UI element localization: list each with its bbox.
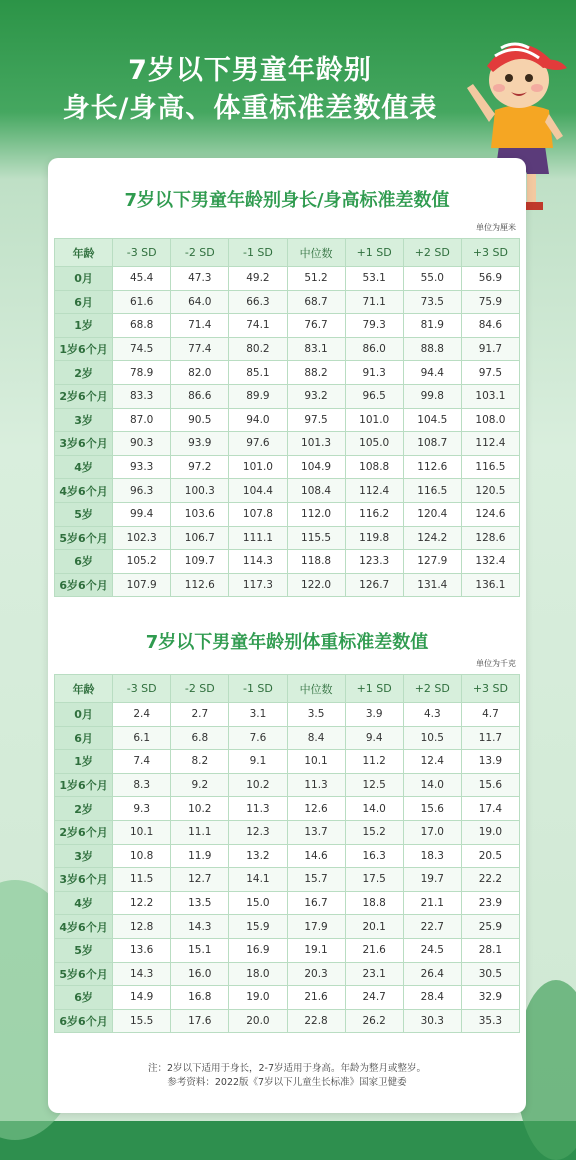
table-row (55, 938, 520, 962)
value-cell: 56.9 (461, 267, 519, 291)
table-row (55, 455, 520, 479)
value-cell: 15.2 (345, 820, 403, 844)
value-cell: 71.1 (345, 290, 403, 314)
value-cell: 19.7 (403, 868, 461, 892)
table-row (55, 820, 520, 844)
value-cell: 13.9 (461, 750, 519, 774)
value-cell: 11.2 (345, 750, 403, 774)
value-cell: 99.8 (403, 384, 461, 408)
value-cell: 93.3 (113, 455, 171, 479)
table-row (55, 750, 520, 774)
value-cell: 77.4 (171, 337, 229, 361)
value-cell: 21.6 (287, 986, 345, 1010)
column-header: -1 SD (229, 239, 287, 267)
value-cell: 73.5 (403, 290, 461, 314)
age-cell: 0月 (55, 267, 113, 291)
value-cell: 21.1 (403, 891, 461, 915)
table-row (55, 726, 520, 750)
value-cell: 13.7 (287, 820, 345, 844)
value-cell: 12.6 (287, 797, 345, 821)
value-cell: 112.0 (287, 502, 345, 526)
value-cell: 11.3 (229, 797, 287, 821)
value-cell: 116.5 (461, 455, 519, 479)
value-cell: 22.7 (403, 915, 461, 939)
weight-table-title: 7岁以下男童年龄别体重标准差数值 (145, 632, 429, 653)
value-cell: 68.8 (113, 314, 171, 338)
value-cell: 17.5 (345, 868, 403, 892)
age-cell: 6岁6个月 (55, 573, 113, 597)
value-cell: 68.7 (287, 290, 345, 314)
age-cell: 5岁 (55, 502, 113, 526)
value-cell: 124.6 (461, 502, 519, 526)
value-cell: 132.4 (461, 550, 519, 574)
value-cell: 26.2 (345, 1009, 403, 1033)
value-cell: 123.3 (345, 550, 403, 574)
value-cell: 19.0 (461, 820, 519, 844)
column-header: -2 SD (171, 675, 229, 703)
value-cell: 12.7 (171, 868, 229, 892)
value-cell: 116.5 (403, 479, 461, 503)
column-header: 中位数 (287, 675, 345, 703)
value-cell: 16.8 (171, 986, 229, 1010)
table-row (55, 408, 520, 432)
value-cell: 12.4 (403, 750, 461, 774)
value-cell: 24.5 (403, 938, 461, 962)
table-row (55, 962, 520, 986)
value-cell: 83.3 (113, 384, 171, 408)
age-cell: 1岁6个月 (55, 773, 113, 797)
value-cell: 108.0 (461, 408, 519, 432)
footnote-line2: 参考资料：2022版《7岁以下儿童生长标准》国家卫健委 (167, 1077, 407, 1088)
value-cell: 23.1 (345, 962, 403, 986)
value-cell: 103.6 (171, 502, 229, 526)
page-title-line2: 身长/身高、体重标准差数值表 (62, 93, 438, 124)
column-header: -2 SD (171, 239, 229, 267)
footnote-line1: 注：2岁以下适用于身长，2-7岁适用于身高。年龄为整月或整岁。 (147, 1063, 427, 1074)
value-cell: 4.7 (461, 703, 519, 727)
value-cell: 90.5 (171, 408, 229, 432)
age-cell: 5岁6个月 (55, 526, 113, 550)
value-cell: 19.0 (229, 986, 287, 1010)
column-header: 年龄 (55, 239, 113, 267)
value-cell: 85.1 (229, 361, 287, 385)
value-cell: 12.2 (113, 891, 171, 915)
age-cell: 6月 (55, 726, 113, 750)
value-cell: 108.4 (287, 479, 345, 503)
value-cell: 8.3 (113, 773, 171, 797)
value-cell: 105.0 (345, 432, 403, 456)
table-row (55, 797, 520, 821)
value-cell: 12.8 (113, 915, 171, 939)
age-cell: 6岁6个月 (55, 1009, 113, 1033)
value-cell: 82.0 (171, 361, 229, 385)
age-cell: 4岁 (55, 891, 113, 915)
value-cell: 2.4 (113, 703, 171, 727)
height-table (54, 238, 520, 597)
value-cell: 20.1 (345, 915, 403, 939)
value-cell: 104.9 (287, 455, 345, 479)
value-cell: 17.4 (461, 797, 519, 821)
value-cell: 24.7 (345, 986, 403, 1010)
table-row (55, 915, 520, 939)
value-cell: 11.7 (461, 726, 519, 750)
height-table-title: 7岁以下男童年龄别身长/身高标准差数值 (124, 190, 450, 211)
value-cell: 104.5 (403, 408, 461, 432)
value-cell: 30.3 (403, 1009, 461, 1033)
table-row (55, 891, 520, 915)
value-cell: 76.7 (287, 314, 345, 338)
value-cell: 78.9 (113, 361, 171, 385)
value-cell: 20.3 (287, 962, 345, 986)
value-cell: 115.5 (287, 526, 345, 550)
value-cell: 105.2 (113, 550, 171, 574)
value-cell: 97.6 (229, 432, 287, 456)
column-header: +1 SD (345, 239, 403, 267)
value-cell: 14.6 (287, 844, 345, 868)
value-cell: 112.6 (403, 455, 461, 479)
value-cell: 4.3 (403, 703, 461, 727)
column-header: +2 SD (403, 239, 461, 267)
value-cell: 97.2 (171, 455, 229, 479)
value-cell: 128.6 (461, 526, 519, 550)
value-cell: 93.9 (171, 432, 229, 456)
age-cell: 4岁 (55, 455, 113, 479)
value-cell: 83.1 (287, 337, 345, 361)
value-cell: 101.3 (287, 432, 345, 456)
value-cell: 87.0 (113, 408, 171, 432)
value-cell: 9.1 (229, 750, 287, 774)
table-row (55, 868, 520, 892)
age-cell: 5岁6个月 (55, 962, 113, 986)
column-header: +1 SD (345, 675, 403, 703)
age-cell: 4岁6个月 (55, 915, 113, 939)
value-cell: 3.1 (229, 703, 287, 727)
value-cell: 9.4 (345, 726, 403, 750)
column-header: -3 SD (113, 675, 171, 703)
column-header: +3 SD (461, 239, 519, 267)
value-cell: 124.2 (403, 526, 461, 550)
table-row (55, 773, 520, 797)
value-cell: 118.8 (287, 550, 345, 574)
table-row (55, 573, 520, 597)
weight-table-unit: 单位为千克 (476, 659, 516, 668)
value-cell: 18.3 (403, 844, 461, 868)
value-cell: 96.3 (113, 479, 171, 503)
value-cell: 108.7 (403, 432, 461, 456)
age-cell: 2岁6个月 (55, 384, 113, 408)
value-cell: 66.3 (229, 290, 287, 314)
value-cell: 88.2 (287, 361, 345, 385)
value-cell: 13.2 (229, 844, 287, 868)
value-cell: 102.3 (113, 526, 171, 550)
column-header: 年龄 (55, 675, 113, 703)
value-cell: 20.0 (229, 1009, 287, 1033)
value-cell: 13.6 (113, 938, 171, 962)
column-header: -1 SD (229, 675, 287, 703)
value-cell: 25.9 (461, 915, 519, 939)
value-cell: 16.3 (345, 844, 403, 868)
value-cell: 8.4 (287, 726, 345, 750)
value-cell: 86.6 (171, 384, 229, 408)
value-cell: 119.8 (345, 526, 403, 550)
value-cell: 114.3 (229, 550, 287, 574)
value-cell: 15.0 (229, 891, 287, 915)
value-cell: 127.9 (403, 550, 461, 574)
value-cell: 10.1 (287, 750, 345, 774)
table-row (55, 550, 520, 574)
value-cell: 74.5 (113, 337, 171, 361)
value-cell: 16.0 (171, 962, 229, 986)
value-cell: 103.1 (461, 384, 519, 408)
age-cell: 2岁 (55, 797, 113, 821)
value-cell: 15.7 (287, 868, 345, 892)
table-row (55, 361, 520, 385)
page-title (0, 52, 500, 128)
value-cell: 11.5 (113, 868, 171, 892)
value-cell: 14.9 (113, 986, 171, 1010)
value-cell: 15.9 (229, 915, 287, 939)
value-cell: 18.0 (229, 962, 287, 986)
value-cell: 7.6 (229, 726, 287, 750)
value-cell: 16.7 (287, 891, 345, 915)
value-cell: 71.4 (171, 314, 229, 338)
value-cell: 61.6 (113, 290, 171, 314)
value-cell: 74.1 (229, 314, 287, 338)
age-cell: 3岁 (55, 844, 113, 868)
table-row (55, 703, 520, 727)
value-cell: 15.1 (171, 938, 229, 962)
age-cell: 0月 (55, 703, 113, 727)
value-cell: 9.2 (171, 773, 229, 797)
value-cell: 112.6 (171, 573, 229, 597)
value-cell: 81.9 (403, 314, 461, 338)
page-title-line1: 7岁以下男童年龄别 (128, 55, 372, 86)
age-cell: 6岁 (55, 550, 113, 574)
value-cell: 10.2 (229, 773, 287, 797)
value-cell: 14.1 (229, 868, 287, 892)
value-cell: 84.6 (461, 314, 519, 338)
value-cell: 53.1 (345, 267, 403, 291)
value-cell: 10.1 (113, 820, 171, 844)
value-cell: 116.2 (345, 502, 403, 526)
value-cell: 101.0 (229, 455, 287, 479)
column-header: 中位数 (287, 239, 345, 267)
value-cell: 45.4 (113, 267, 171, 291)
value-cell: 120.4 (403, 502, 461, 526)
weight-table-header-row (55, 675, 520, 703)
value-cell: 21.6 (345, 938, 403, 962)
table-row (55, 526, 520, 550)
value-cell: 15.6 (461, 773, 519, 797)
value-cell: 17.0 (403, 820, 461, 844)
value-cell: 89.9 (229, 384, 287, 408)
value-cell: 6.8 (171, 726, 229, 750)
table-row (55, 384, 520, 408)
value-cell: 93.2 (287, 384, 345, 408)
value-cell: 120.5 (461, 479, 519, 503)
table-row (55, 290, 520, 314)
column-header: +3 SD (461, 675, 519, 703)
value-cell: 131.4 (403, 573, 461, 597)
value-cell: 14.0 (345, 797, 403, 821)
value-cell: 96.5 (345, 384, 403, 408)
value-cell: 94.4 (403, 361, 461, 385)
value-cell: 106.7 (171, 526, 229, 550)
age-cell: 1岁6个月 (55, 337, 113, 361)
value-cell: 28.1 (461, 938, 519, 962)
value-cell: 14.3 (171, 915, 229, 939)
value-cell: 7.4 (113, 750, 171, 774)
value-cell: 15.5 (113, 1009, 171, 1033)
value-cell: 108.8 (345, 455, 403, 479)
value-cell: 16.9 (229, 938, 287, 962)
value-cell: 47.3 (171, 267, 229, 291)
value-cell: 12.5 (345, 773, 403, 797)
value-cell: 26.4 (403, 962, 461, 986)
value-cell: 22.8 (287, 1009, 345, 1033)
value-cell: 99.4 (113, 502, 171, 526)
value-cell: 11.9 (171, 844, 229, 868)
value-cell: 10.2 (171, 797, 229, 821)
value-cell: 35.3 (461, 1009, 519, 1033)
value-cell: 136.1 (461, 573, 519, 597)
value-cell: 32.9 (461, 986, 519, 1010)
value-cell: 97.5 (461, 361, 519, 385)
value-cell: 10.5 (403, 726, 461, 750)
value-cell: 88.8 (403, 337, 461, 361)
value-cell: 6.1 (113, 726, 171, 750)
value-cell: 122.0 (287, 573, 345, 597)
table-row (55, 432, 520, 456)
value-cell: 10.8 (113, 844, 171, 868)
value-cell: 12.3 (229, 820, 287, 844)
value-cell: 9.3 (113, 797, 171, 821)
value-cell: 112.4 (345, 479, 403, 503)
height-table-header-row (55, 239, 520, 267)
age-cell: 1岁 (55, 750, 113, 774)
age-cell: 6岁 (55, 986, 113, 1010)
value-cell: 97.5 (287, 408, 345, 432)
value-cell: 80.2 (229, 337, 287, 361)
table-row (55, 1009, 520, 1033)
value-cell: 2.7 (171, 703, 229, 727)
value-cell: 94.0 (229, 408, 287, 432)
value-cell: 51.2 (287, 267, 345, 291)
value-cell: 91.3 (345, 361, 403, 385)
value-cell: 8.2 (171, 750, 229, 774)
age-cell: 3岁6个月 (55, 868, 113, 892)
value-cell: 107.9 (113, 573, 171, 597)
value-cell: 101.0 (345, 408, 403, 432)
value-cell: 3.5 (287, 703, 345, 727)
column-header: -3 SD (113, 239, 171, 267)
value-cell: 19.1 (287, 938, 345, 962)
age-cell: 3岁6个月 (55, 432, 113, 456)
height-table-unit: 单位为厘米 (476, 223, 516, 232)
value-cell: 90.3 (113, 432, 171, 456)
age-cell: 2岁 (55, 361, 113, 385)
value-cell: 112.4 (461, 432, 519, 456)
table-row (55, 986, 520, 1010)
value-cell: 17.9 (287, 915, 345, 939)
column-header: +2 SD (403, 675, 461, 703)
value-cell: 13.5 (171, 891, 229, 915)
value-cell: 17.6 (171, 1009, 229, 1033)
value-cell: 18.8 (345, 891, 403, 915)
table-row (55, 502, 520, 526)
table-row (55, 479, 520, 503)
value-cell: 104.4 (229, 479, 287, 503)
age-cell: 6月 (55, 290, 113, 314)
age-cell: 4岁6个月 (55, 479, 113, 503)
value-cell: 75.9 (461, 290, 519, 314)
value-cell: 126.7 (345, 573, 403, 597)
value-cell: 14.0 (403, 773, 461, 797)
content-card (48, 158, 526, 1113)
value-cell: 20.5 (461, 844, 519, 868)
value-cell: 3.9 (345, 703, 403, 727)
value-cell: 111.1 (229, 526, 287, 550)
age-cell: 2岁6个月 (55, 820, 113, 844)
value-cell: 55.0 (403, 267, 461, 291)
table-row (55, 337, 520, 361)
table-row (55, 844, 520, 868)
value-cell: 49.2 (229, 267, 287, 291)
table-row (55, 314, 520, 338)
value-cell: 11.1 (171, 820, 229, 844)
value-cell: 109.7 (171, 550, 229, 574)
value-cell: 15.6 (403, 797, 461, 821)
weight-table (54, 674, 520, 1033)
value-cell: 64.0 (171, 290, 229, 314)
value-cell: 22.2 (461, 868, 519, 892)
value-cell: 107.8 (229, 502, 287, 526)
footnote (48, 1062, 526, 1090)
table-row (55, 267, 520, 291)
value-cell: 100.3 (171, 479, 229, 503)
age-cell: 3岁 (55, 408, 113, 432)
value-cell: 14.3 (113, 962, 171, 986)
age-cell: 5岁 (55, 938, 113, 962)
value-cell: 28.4 (403, 986, 461, 1010)
age-cell: 1岁 (55, 314, 113, 338)
value-cell: 79.3 (345, 314, 403, 338)
value-cell: 117.3 (229, 573, 287, 597)
value-cell: 86.0 (345, 337, 403, 361)
value-cell: 11.3 (287, 773, 345, 797)
value-cell: 91.7 (461, 337, 519, 361)
value-cell: 30.5 (461, 962, 519, 986)
value-cell: 23.9 (461, 891, 519, 915)
